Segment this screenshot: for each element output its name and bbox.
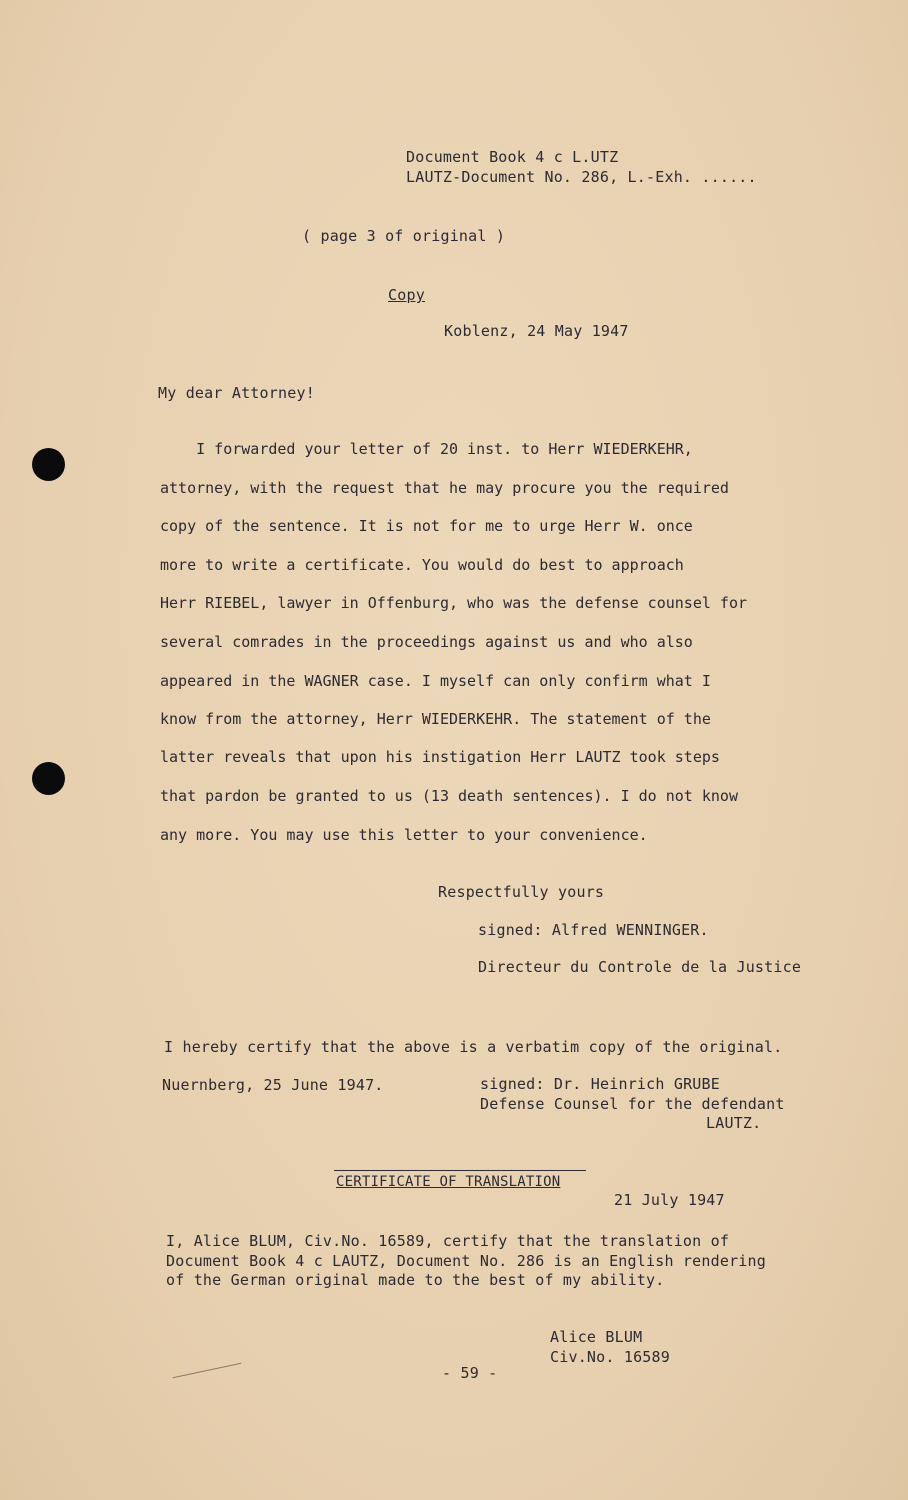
certification-defendant: LAUTZ. [706,1114,762,1132]
closing-regards: Respectfully yours [438,883,605,901]
header-line-2: LAUTZ-Document No. 286, L.-Exh. ...... [406,168,757,186]
header-line-1: Document Book 4 c L.UTZ [406,148,619,166]
translator-name: Alice BLUM [550,1328,643,1346]
copy-label: Copy [388,286,425,304]
punch-hole [32,762,65,795]
pencil-mark [173,1363,242,1379]
certification-place-date: Nuernberg, 25 June 1947. [162,1076,384,1094]
letter-line: appeared in the WAGNER case. I myself can only confirm what I [160,672,711,690]
salutation: My dear Attorney! [158,384,315,402]
closing-title: Directeur du Controle de la Justice [478,958,802,976]
page-number: - 59 - [442,1364,498,1382]
translation-title: CERTIFICATE OF TRANSLATION [336,1174,561,1190]
closing-signed: signed: Alfred WENNINGER. [478,921,709,939]
translation-line: I, Alice BLUM, Civ.No. 16589, certify that the translation of [166,1232,730,1250]
dateline: Koblenz, 24 May 1947 [444,322,629,340]
translator-civ-no: Civ.No. 16589 [550,1348,670,1366]
certification-statement: I hereby certify that the above is a verbatim copy of the original. [164,1038,783,1056]
letter-line: latter reveals that upon his instigation Herr LAUTZ took steps [160,748,720,766]
letter-line: Herr RIEBEL, lawyer in Offenburg, who was the defense counsel for [160,594,747,612]
letter-line: any more. You may use this letter to your convenience. [160,826,648,844]
certification-signed: signed: Dr. Heinrich GRUBE [480,1075,720,1093]
translation-date: 21 July 1947 [614,1191,725,1209]
translation-line: Document Book 4 c LAUTZ, Document No. 286 is an English rendering [166,1252,766,1270]
letter-line: several comrades in the proceedings against us and who also [160,633,693,651]
letter-line: copy of the sentence. It is not for me to urge Herr W. once [160,517,693,535]
letter-line: attorney, with the request that he may procure you the required [160,479,729,497]
page-note: ( page 3 of original ) [302,227,506,245]
title-overline [334,1170,586,1171]
letter-line: more to write a certificate. You would do best to approach [160,556,684,574]
letter-line: know from the attorney, Herr WIEDERKEHR. The statement of the [160,710,711,728]
letter-line: that pardon be granted to us (13 death sentences). I do not know [160,787,738,805]
letter-line: I forwarded your letter of 20 inst. to Herr WIEDERKEHR, [160,440,693,458]
translation-line: of the German original made to the best of my ability. [166,1271,665,1289]
certification-role: Defense Counsel for the defendant [480,1095,785,1113]
punch-hole [32,448,65,481]
